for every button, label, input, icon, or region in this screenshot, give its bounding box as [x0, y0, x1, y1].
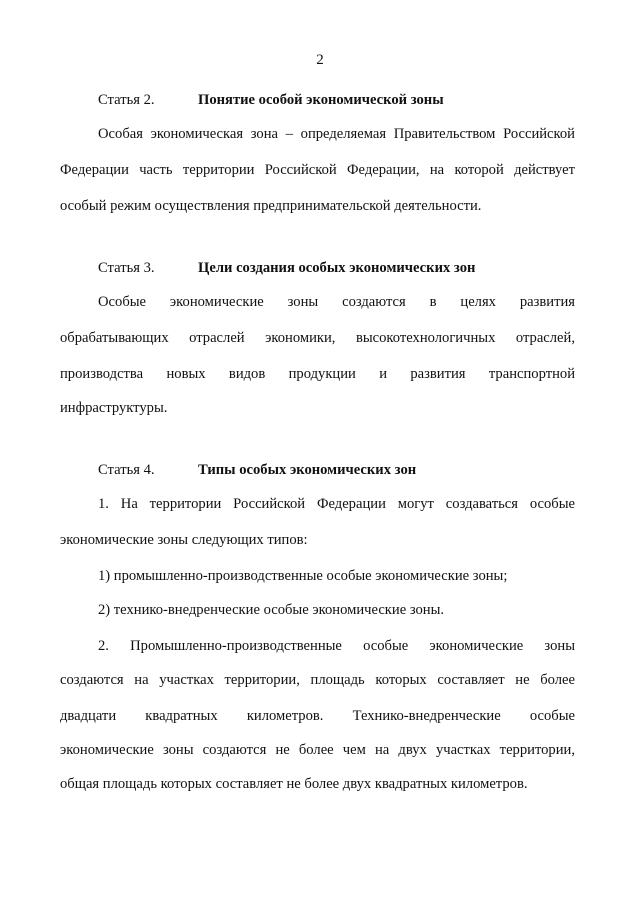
article-label: Статья 4.	[98, 462, 155, 478]
paragraph-line: Федерации часть территории Российской Федерации, на которой действует	[60, 162, 575, 178]
paragraph-line: двадцати квадратных километров. Технико-внедренческие особые	[60, 708, 575, 724]
article-title: Цели создания особых экономических зон	[198, 260, 476, 276]
paragraph-line: 1. На территории Российской Федерации могут создаваться особые	[98, 496, 575, 512]
article-3-heading	[98, 258, 475, 278]
paragraph-line: инфраструктуры.	[60, 400, 168, 416]
paragraph-line: общая площадь которых составляет не более двух квадратных километров.	[60, 776, 528, 792]
article-title: Понятие особой экономической зоны	[198, 92, 444, 108]
paragraph-line: экономические зоны следующих типов:	[60, 532, 308, 548]
article-label: Статья 3.	[98, 260, 155, 276]
article-2-heading	[98, 90, 444, 110]
paragraph-line: Особая экономическая зона – определяемая Правительством Российской	[98, 126, 575, 142]
page-number: 2	[316, 52, 324, 68]
list-item: 2) технико-внедренческие особые экономические зоны.	[98, 602, 445, 618]
paragraph-line: 2. Промышленно-производственные особые экономические зоны	[98, 638, 575, 654]
paragraph-line: создаются на участках территории, площадь которых составляет не более	[60, 672, 575, 688]
article-4-heading	[98, 460, 416, 480]
article-label: Статья 2.	[98, 92, 155, 108]
paragraph-line: производства новых видов продукции и развития транспортной	[60, 366, 575, 382]
article-title: Типы особых экономических зон	[198, 462, 417, 478]
paragraph-line: особый режим осуществления предпринимательской деятельности.	[60, 198, 482, 214]
paragraph-line: экономические зоны создаются не более чем на двух участках территории,	[60, 742, 575, 758]
list-item: 1) промышленно-производственные особые экономические зоны;	[98, 568, 508, 584]
paragraph-line: обрабатывающих отраслей экономики, высокотехнологичных отраслей,	[60, 330, 575, 346]
paragraph-line: Особые экономические зоны создаются в целях развития	[98, 294, 575, 310]
